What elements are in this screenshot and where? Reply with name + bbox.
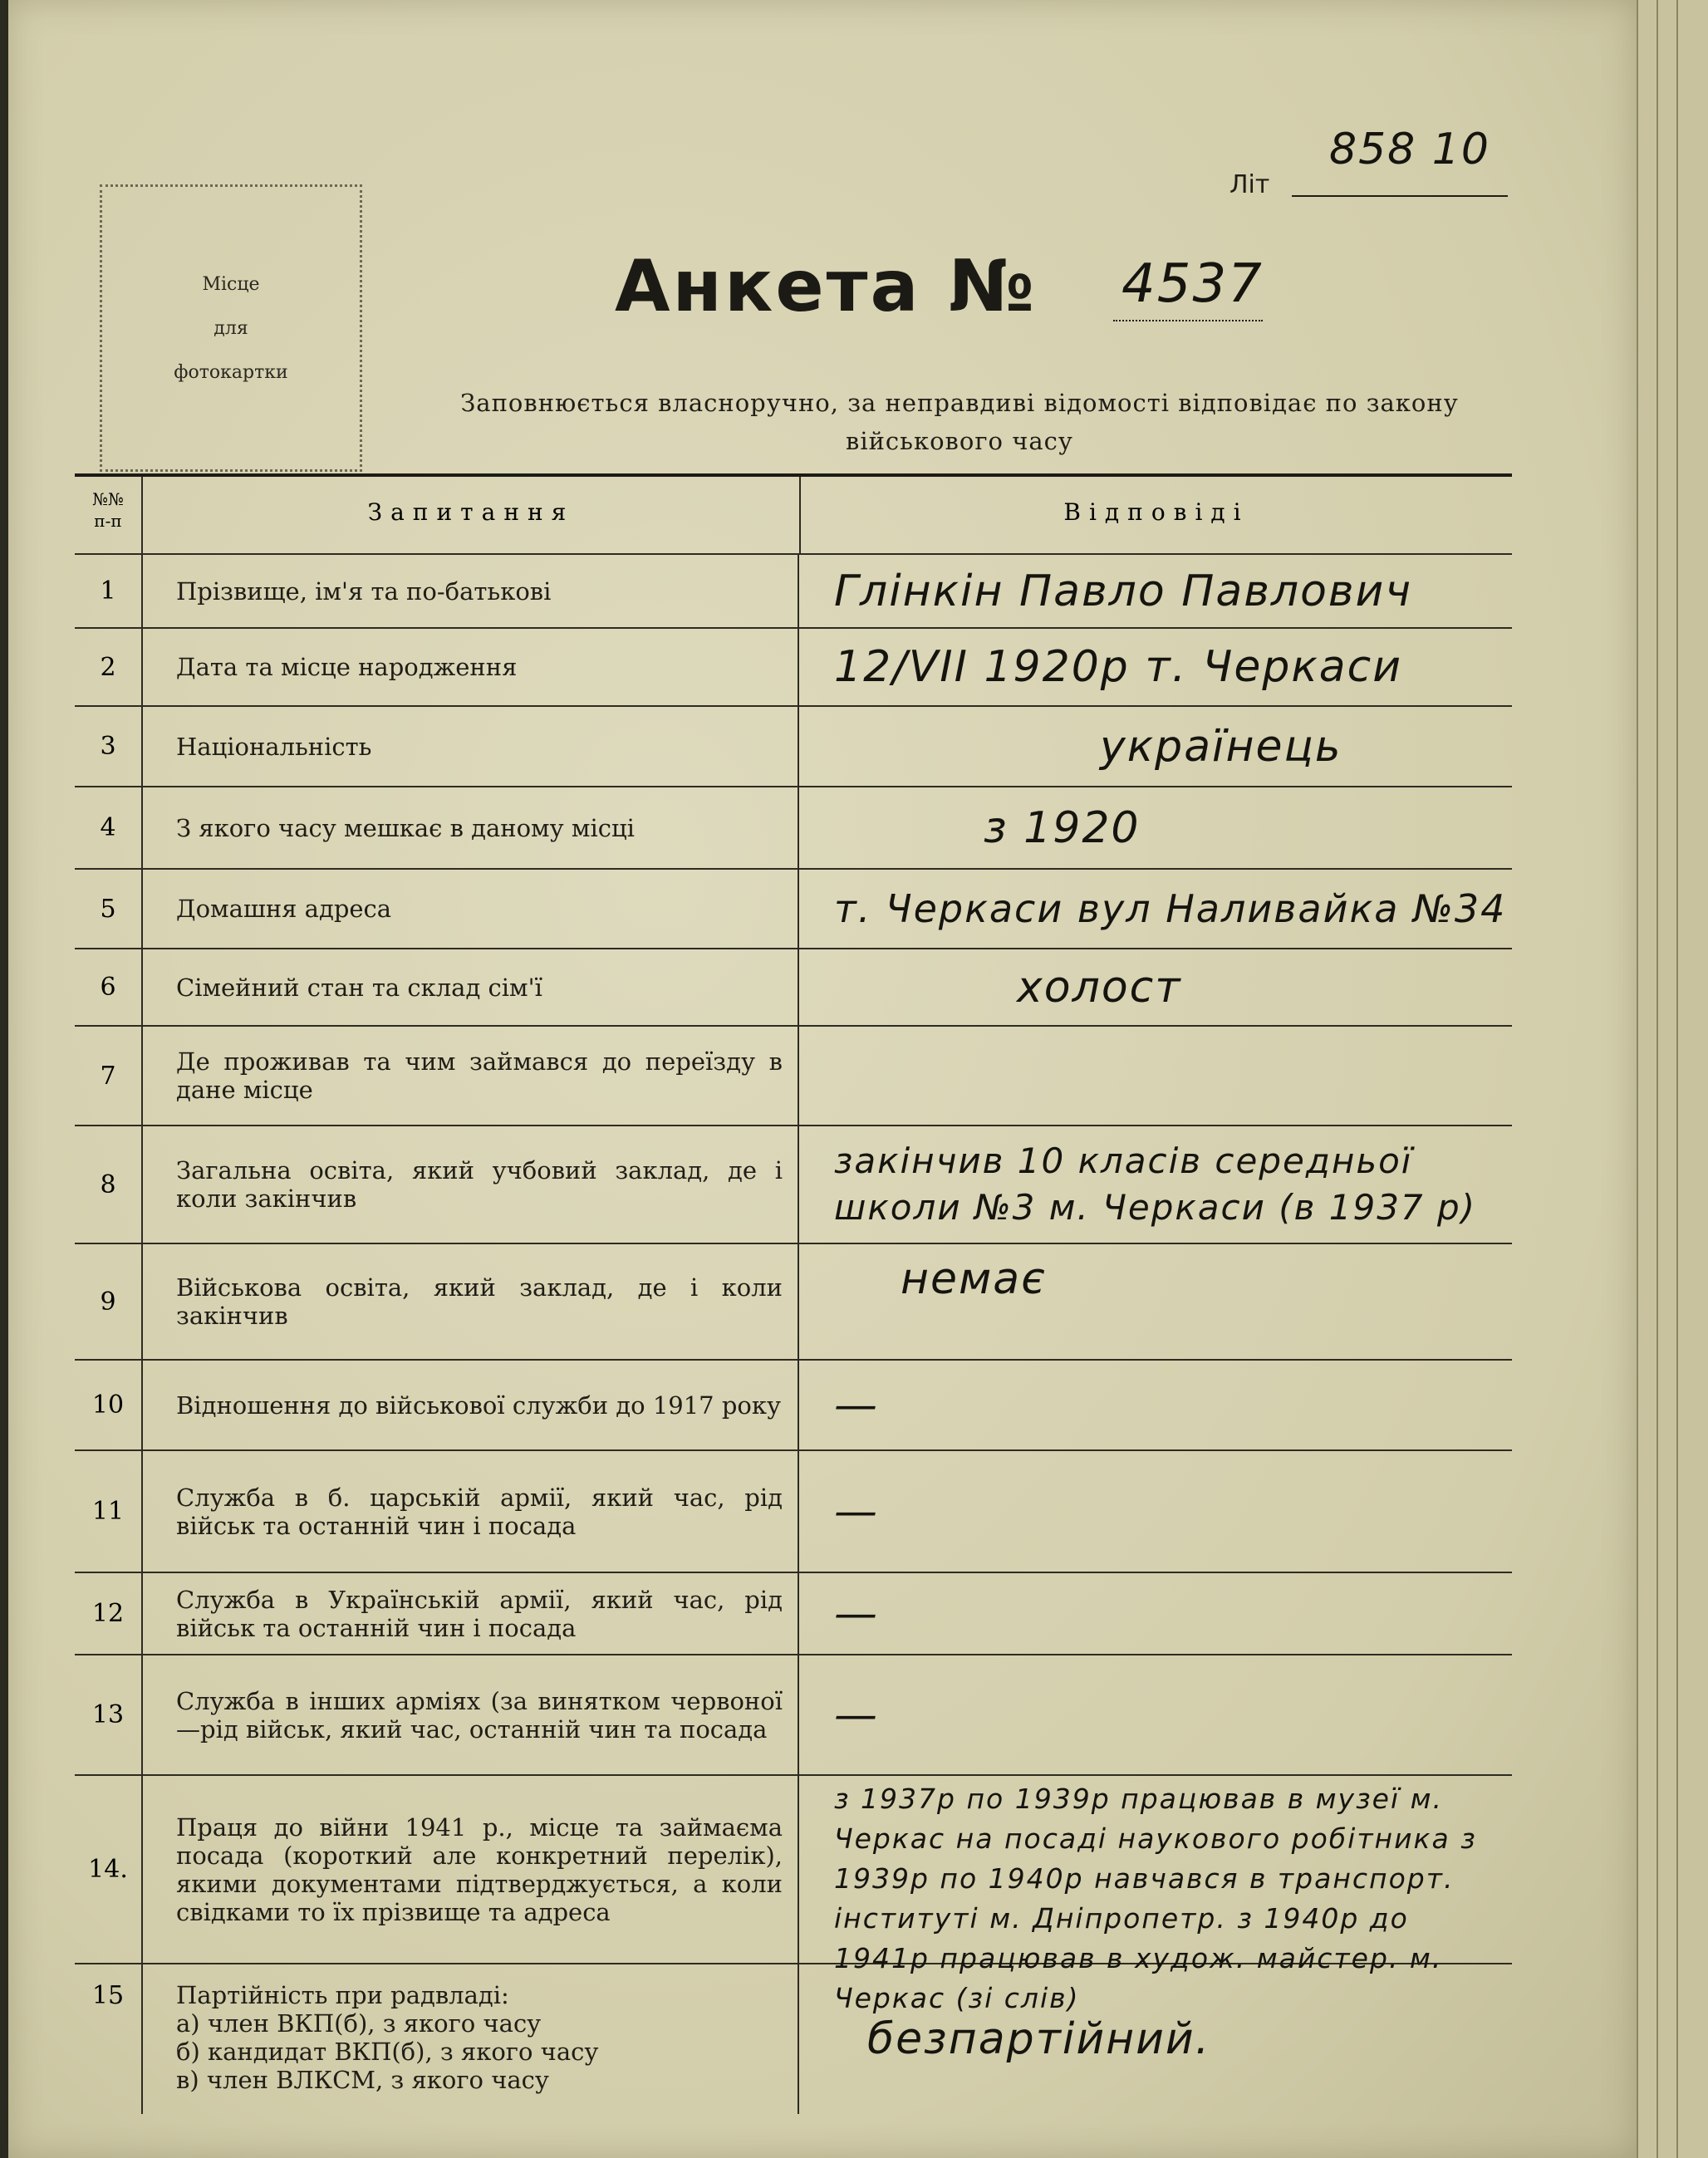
row-question: Військова освіта, який заклад, де і коли закінчив	[143, 1244, 799, 1359]
table-row	[75, 1573, 1512, 1655]
table-row	[75, 629, 1512, 707]
next-page-edge	[1637, 0, 1656, 2158]
row-num: 3	[75, 707, 143, 786]
row-num: 6	[75, 949, 143, 1025]
form-number-underline	[1113, 320, 1263, 321]
row-num: 10	[75, 1361, 143, 1449]
row-answer[interactable]: —	[834, 1690, 879, 1740]
photo-label-line-2: для	[214, 317, 248, 339]
subtitle: Заповнюється власноручно, за неправдиві відомості відповідає по закону військового часу	[460, 389, 1459, 455]
row-question: Служба в б. царській армії, який час, рід військ та останній чин і посада	[143, 1451, 799, 1572]
row-answer[interactable]: безпартійний.	[867, 2014, 1211, 2064]
table-row	[75, 870, 1512, 949]
header-answer: Відповіді	[1063, 498, 1249, 526]
table-row	[75, 1361, 1512, 1451]
row-answer[interactable]: з 1937р по 1939р працював в музеї м. Черкас на посаді наукового робітника з 1939р по 1940р навчався в транспорт. інституті м. Дніпропетр. з 1940р до 1941р працював в худож. майстер. м. Черкас (зі слів)	[834, 1783, 1477, 2014]
photo-label-line-1: Місце	[202, 273, 260, 295]
row-question: Партійність при радвладі: а) член ВКП(б), з якого часу б) кандидат ВКП(б), з якого часу в) член ВЛКСМ, з якого часу	[143, 1964, 799, 2114]
header-question: Запитання	[143, 477, 801, 553]
questionnaire-table	[75, 473, 1512, 2114]
next-page-edge	[1676, 0, 1708, 2158]
row-num: 14.	[75, 1776, 143, 1963]
row-answer[interactable]: т. Черкаси вул Наливайка №34	[834, 886, 1507, 931]
row-answer[interactable]: Глінкін Павло Павлович	[834, 566, 1413, 616]
row-num: 11	[75, 1451, 143, 1572]
row-num: 5	[75, 870, 143, 948]
photo-label-line-3: фотокартки	[174, 361, 288, 383]
table-row	[75, 1655, 1512, 1776]
row-num: 1	[75, 555, 143, 627]
row-question: Національність	[143, 707, 799, 786]
form-number: 4537	[1121, 253, 1264, 315]
table-row	[75, 1964, 1512, 2114]
table-row	[75, 1244, 1512, 1361]
row-question: Де проживав та чим займався до переїзду в дане місце	[143, 1027, 799, 1125]
row-answer[interactable]: українець	[1100, 721, 1342, 772]
row-question: Прізвище, ім'я та по-батькові	[143, 555, 799, 627]
table-row	[75, 707, 1512, 787]
row-answer[interactable]	[801, 1027, 1512, 1125]
row-num: 13	[75, 1655, 143, 1774]
row-num: 2	[75, 629, 143, 705]
table-row	[75, 1126, 1512, 1244]
row-num: 4	[75, 787, 143, 868]
row-question: Загальна освіта, який учбовий заклад, де і коли закінчив	[143, 1126, 799, 1243]
table-header	[75, 477, 1512, 555]
row-num: 7	[75, 1027, 143, 1125]
row-answer[interactable]: 12/VII 1920р т. Черкаси	[834, 642, 1402, 692]
row-num: 12	[75, 1573, 143, 1654]
header-num: №№ п-п	[75, 477, 143, 553]
row-question: З якого часу мешкає в даному місці	[143, 787, 799, 868]
questionnaire-page	[8, 0, 1637, 2158]
row-answer[interactable]: закінчив 10 класів середньої школи №3 м. Черкаси (в 1937 р)	[834, 1140, 1477, 1228]
row-answer[interactable]: з 1920	[984, 802, 1141, 853]
row-question: Сімейний стан та склад сім'ї	[143, 949, 799, 1025]
row-question: Служба в Українській армії, який час, рід військ та останній чин і посада	[143, 1573, 799, 1654]
row-num: 8	[75, 1126, 143, 1243]
lit-underline	[1292, 195, 1508, 197]
page-title	[615, 245, 1037, 328]
next-page-edge	[1656, 0, 1676, 2158]
row-answer[interactable]: —	[834, 1588, 879, 1639]
number-sign: №	[948, 245, 1037, 328]
row-answer[interactable]: —	[834, 1380, 879, 1430]
table-row	[75, 787, 1512, 870]
row-answer[interactable]: немає	[901, 1254, 1047, 1304]
lit-label: Літ	[1229, 170, 1270, 199]
row-answer[interactable]: холост	[1017, 962, 1182, 1013]
row-answer[interactable]: —	[834, 1486, 879, 1537]
row-question: Відношення до військової служби до 1917 року	[143, 1361, 799, 1449]
row-num: 9	[75, 1244, 143, 1359]
row-question: Праця до війни 1941 р., місце та займаєма посада (короткий але конкретний перелік), якими документами підтверджується, а коли свідками то їх прізвище та адреса	[143, 1776, 799, 1963]
table-row	[75, 555, 1512, 629]
table-row	[75, 1451, 1512, 1573]
row-question: Домашня адреса	[143, 870, 799, 948]
row-num: 15	[75, 1964, 143, 2114]
table-row	[75, 949, 1512, 1027]
row-question: Служба в інших арміях (за винятком червоної—рід військ, який час, останній чин та посада	[143, 1655, 799, 1774]
title-text: Анкета	[615, 245, 921, 328]
table-row	[75, 1027, 1512, 1126]
photo-placeholder	[100, 184, 362, 472]
row-question: Дата та місце народження	[143, 629, 799, 705]
lit-value: 858 10	[1329, 125, 1490, 174]
